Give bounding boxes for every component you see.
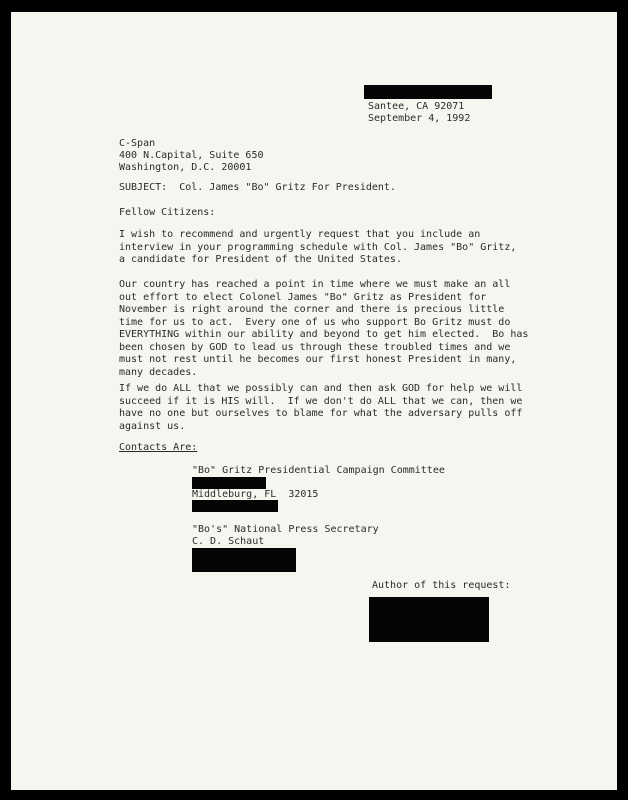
paragraph-line: I wish to recommend and urgently request that you include an: [119, 229, 481, 240]
author-label: Author of this request:: [372, 580, 511, 591]
sender-city-line: Santee, CA 92071: [368, 101, 465, 112]
contact2-name: C. D. Schaut: [192, 536, 265, 547]
paragraph-line: time for us to act. Every one of us who support Bo Gritz must do: [119, 316, 511, 328]
redacted-contact1-address: [192, 477, 266, 489]
redacted-contact1-phone: [192, 500, 278, 512]
body-paragraph-2: [119, 279, 528, 379]
paragraph-line: have no one but ourselves to blame for what the adversary pulls off: [119, 408, 523, 419]
paragraph-line: EVERYTHING within our ability and beyond to get him elected. Bo has: [119, 329, 529, 340]
paragraph-line: out effort to elect Colonel James "Bo" Gritz as President for: [119, 291, 487, 303]
body-paragraph-1: [119, 229, 516, 267]
contact1-city: Middleburg, FL 32015: [192, 489, 319, 500]
paragraph-line: must not rest until he becomes our first honest President in many,: [119, 354, 517, 365]
paragraph-line: succeed if it is HIS will. If we don't do ALL that we can, then we: [119, 395, 523, 407]
redacted-contact2-details: [192, 548, 296, 572]
paragraph-line: many decades.: [119, 366, 198, 378]
contact2-title: "Bo's" National Press Secretary: [192, 524, 379, 535]
recipient-address-line2: Washington, D.C. 20001: [119, 162, 252, 173]
paragraph-line: against us.: [119, 420, 186, 432]
paragraph-line: a candidate for President of the United States.: [119, 254, 402, 265]
paragraph-line: November is right around the corner and there is precious little: [119, 304, 505, 315]
paragraph-line: been chosen by GOD to lead us through these troubled times and we: [119, 341, 511, 353]
contact1-name: "Bo" Gritz Presidential Campaign Committee: [192, 465, 445, 476]
contacts-heading: Contacts Are:: [119, 442, 198, 453]
recipient-address-line1: 400 N.Capital, Suite 650: [119, 150, 264, 161]
body-paragraph-3: [119, 383, 522, 433]
subject-line: SUBJECT: Col. James "Bo" Gritz For President.: [119, 182, 396, 193]
salutation: Fellow Citizens:: [119, 207, 216, 218]
paragraph-line: interview in your programming schedule with Col. James "Bo" Gritz,: [119, 241, 517, 253]
redacted-author-signature: [369, 597, 489, 642]
letter-date: September 4, 1992: [368, 113, 471, 124]
paragraph-line: If we do ALL that we possibly can and then ask GOD for help we will: [119, 383, 523, 394]
redacted-sender-name: [364, 85, 492, 99]
paragraph-line: Our country has reached a point in time where we must make an all: [119, 279, 511, 290]
recipient-name: C-Span: [119, 138, 156, 149]
